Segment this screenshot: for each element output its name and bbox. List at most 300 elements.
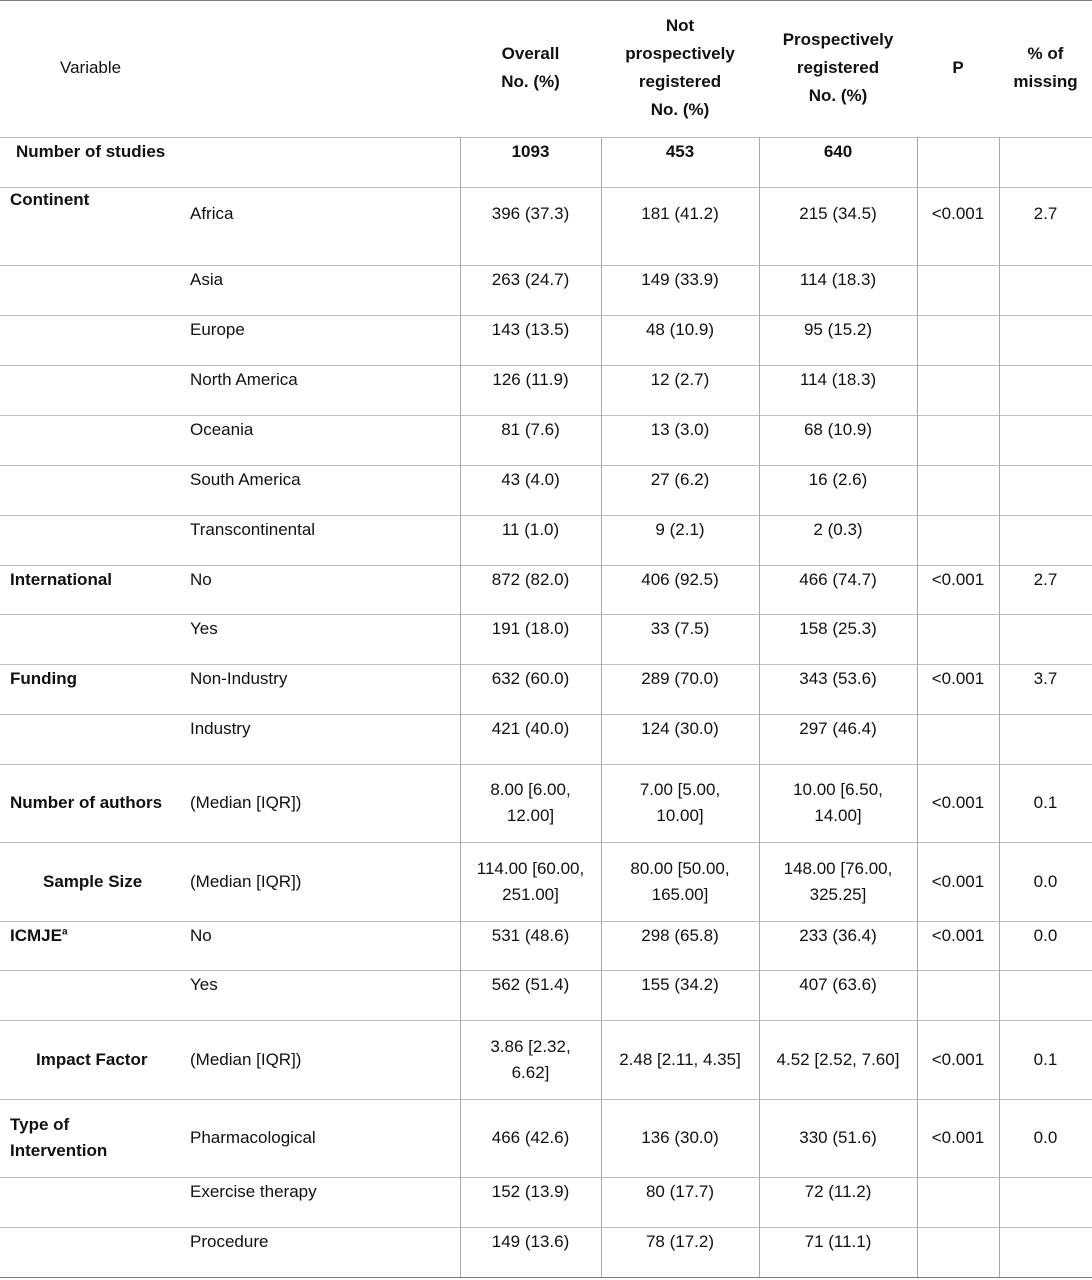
level-label-12 xyxy=(190,842,450,921)
header-not-prospective xyxy=(601,0,759,136)
column-divider xyxy=(759,714,760,764)
not-prospective-value-15-text: 2.48 [2.11, 4.35] xyxy=(619,1049,741,1069)
missing-value-0 xyxy=(999,187,1092,265)
level-label-13 xyxy=(190,921,450,970)
overall-value-0 xyxy=(460,187,601,265)
level-label-1-text: Asia xyxy=(190,270,224,289)
p-value-13 xyxy=(917,921,999,970)
column-divider xyxy=(460,614,461,664)
column-divider xyxy=(917,265,918,315)
overall-value-17-text: 152 (13.9) xyxy=(491,1182,570,1201)
missing-value-15-text: 0.1 xyxy=(1033,1049,1058,1069)
not-prospective-value-17 xyxy=(601,1177,759,1227)
not-prospective-value-14-text: 155 (34.2) xyxy=(641,975,719,994)
overall-value-15-text: 3.86 [2.32, 6.62] xyxy=(490,1036,571,1082)
column-divider xyxy=(759,315,760,365)
overall-value-7-text: 872 (82.0) xyxy=(491,570,570,589)
p-value-12-text: <0.001 xyxy=(931,871,985,891)
missing-value-6 xyxy=(999,515,1092,565)
group-label-15 xyxy=(36,1020,216,1099)
overall-value-11 xyxy=(460,764,601,842)
not-prospective-value-7-text: 406 (92.5) xyxy=(641,570,719,589)
group-label-11-text: Number of authors xyxy=(10,793,163,812)
overall-value-10-text: 421 (40.0) xyxy=(491,719,570,738)
column-divider xyxy=(759,764,760,842)
level-label-3 xyxy=(190,365,450,415)
column-divider xyxy=(759,515,760,565)
column-divider xyxy=(759,1020,760,1099)
column-divider xyxy=(759,187,760,265)
overall-value-8-text: 191 (18.0) xyxy=(491,619,570,638)
p-value-0-text: <0.001 xyxy=(931,204,985,223)
missing-value-8 xyxy=(999,614,1092,664)
column-divider xyxy=(917,664,918,714)
prospective-value-3 xyxy=(759,365,917,415)
p-value-17 xyxy=(917,1177,999,1227)
column-divider xyxy=(460,137,461,187)
column-divider xyxy=(999,1020,1000,1099)
column-divider xyxy=(917,515,918,565)
prospective-value-12-text: 148.00 [76.00, 325.25] xyxy=(783,858,893,904)
column-divider xyxy=(759,365,760,415)
prospective-value-4 xyxy=(759,415,917,465)
overall-value-5 xyxy=(460,465,601,515)
prospective-value-6-text: 2 (0.3) xyxy=(813,520,863,539)
not-prospective-value-10 xyxy=(601,714,759,764)
level-label-0-text: Africa xyxy=(190,204,234,223)
column-divider xyxy=(601,970,602,1020)
level-label-7 xyxy=(190,565,450,614)
level-label-15-text: (Median [IQR]) xyxy=(190,1049,302,1069)
missing-value-11-text: 0.1 xyxy=(1033,793,1058,812)
p-value-4 xyxy=(917,415,999,465)
column-divider xyxy=(999,714,1000,764)
prospective-value-2-text: 95 (15.2) xyxy=(803,320,873,339)
column-divider xyxy=(999,365,1000,415)
level-label-18 xyxy=(190,1227,450,1277)
level-label-18-text: Procedure xyxy=(190,1232,269,1251)
level-label-6-text: Transcontinental xyxy=(190,520,316,539)
overall-value-7 xyxy=(460,565,601,614)
not-prospective-value-0 xyxy=(601,187,759,265)
prospective-value-17 xyxy=(759,1177,917,1227)
column-divider xyxy=(460,714,461,764)
prospective-value-4-text: 68 (10.9) xyxy=(803,420,873,439)
header-overall xyxy=(460,0,601,136)
column-divider xyxy=(999,265,1000,315)
header-overall-text: Overall No. (%) xyxy=(501,44,560,91)
column-divider xyxy=(601,515,602,565)
prospective-value-14-text: 407 (63.6) xyxy=(799,975,877,994)
not-prospective-value-4 xyxy=(601,415,759,465)
column-divider xyxy=(759,137,760,187)
column-divider xyxy=(460,465,461,515)
column-divider xyxy=(999,137,1000,187)
overall-value-8 xyxy=(460,614,601,664)
overall-value-4-text: 81 (7.6) xyxy=(501,420,560,439)
missing-value-17 xyxy=(999,1177,1092,1227)
overall-value-14-text: 562 (51.4) xyxy=(491,975,570,994)
p-value-16-text: <0.001 xyxy=(931,1128,985,1147)
column-divider xyxy=(917,764,918,842)
prospective-value-9-text: 343 (53.6) xyxy=(799,669,877,688)
group-label-0-text: Continent xyxy=(10,190,90,209)
column-divider xyxy=(601,764,602,842)
level-label-9 xyxy=(190,664,450,714)
column-divider xyxy=(601,714,602,764)
prospective-value-17-text: 72 (11.2) xyxy=(804,1182,872,1201)
level-label-4-text: Oceania xyxy=(190,420,254,439)
missing-value-12 xyxy=(999,842,1092,921)
p-value-2 xyxy=(917,315,999,365)
column-divider xyxy=(601,842,602,921)
not-prospective-value-13 xyxy=(601,921,759,970)
prospective-value-15-text: 4.52 [2.52, 7.60] xyxy=(776,1049,900,1069)
column-divider xyxy=(917,614,918,664)
not-prospective-value-9 xyxy=(601,664,759,714)
not-prospective-value-1 xyxy=(601,265,759,315)
column-divider xyxy=(759,921,760,970)
not-prospective-value-3-text: 12 (2.7) xyxy=(650,370,710,389)
level-label-13-text: No xyxy=(190,926,212,945)
prospective-value-7-text: 466 (74.7) xyxy=(799,570,877,589)
header-not-prospective-text: Not prospectively registered No. (%) xyxy=(625,16,735,119)
not-prospective-value-15 xyxy=(601,1020,759,1099)
not-prospective-value-12-text: 80.00 [50.00, 165.00] xyxy=(630,858,730,904)
column-divider xyxy=(999,614,1000,664)
level-label-8-text: Yes xyxy=(190,619,218,638)
column-divider xyxy=(759,1099,760,1177)
p-value-13-text: <0.001 xyxy=(931,926,985,945)
not-prospective-value-9-text: 289 (70.0) xyxy=(641,669,719,688)
missing-value-7-text: 2.7 xyxy=(1033,570,1058,589)
column-divider xyxy=(917,1177,918,1227)
group-label-13 xyxy=(10,921,190,970)
level-label-16 xyxy=(190,1099,450,1177)
header-missing xyxy=(999,0,1092,136)
not-prospective-value-16 xyxy=(601,1099,759,1177)
column-divider xyxy=(601,1177,602,1227)
column-divider xyxy=(917,137,918,187)
p-value-0 xyxy=(917,187,999,265)
column-divider xyxy=(917,415,918,465)
missing-value-16 xyxy=(999,1099,1092,1177)
column-divider xyxy=(917,187,918,265)
group-label-7-text: International xyxy=(10,570,113,589)
missing-value-3 xyxy=(999,365,1092,415)
overall-value-1-text: 263 (24.7) xyxy=(491,270,570,289)
column-divider xyxy=(759,970,760,1020)
overall-value-12 xyxy=(460,842,601,921)
level-label-1 xyxy=(190,265,450,315)
column-divider xyxy=(999,515,1000,565)
not-prospective-value-18 xyxy=(601,1227,759,1277)
prospective-value-3-text: 114 (18.3) xyxy=(799,370,877,389)
missing-value-11 xyxy=(999,764,1092,842)
prospective-value-6 xyxy=(759,515,917,565)
column-divider xyxy=(917,842,918,921)
level-label-11-text: (Median [IQR]) xyxy=(190,793,302,812)
overall-value-14 xyxy=(460,970,601,1020)
missing-value-12-text: 0.0 xyxy=(1033,871,1058,891)
not-prospective-value-11 xyxy=(601,764,759,842)
column-divider xyxy=(759,565,760,614)
overall-value-0-text: 396 (37.3) xyxy=(491,204,570,223)
p-value-5 xyxy=(917,465,999,515)
level-label-17 xyxy=(190,1177,450,1227)
p-value-11-text: <0.001 xyxy=(931,793,985,812)
p-value-10 xyxy=(917,714,999,764)
column-divider xyxy=(999,187,1000,265)
column-divider xyxy=(460,187,461,265)
not-prospective-value-0-text: 181 (41.2) xyxy=(641,204,719,223)
level-label-12-text: (Median [IQR]) xyxy=(190,871,302,891)
column-divider xyxy=(917,1099,918,1177)
prospective-value-18-text: 71 (11.1) xyxy=(804,1232,872,1251)
missing-value-14 xyxy=(999,970,1092,1020)
not-prospective-value-2-text: 48 (10.9) xyxy=(645,320,715,339)
not-prospective-value-13-text: 298 (65.8) xyxy=(641,926,719,945)
column-divider xyxy=(759,265,760,315)
column-divider xyxy=(917,921,918,970)
column-divider xyxy=(917,970,918,1020)
overall-value-13 xyxy=(460,921,601,970)
not-prospective-value-11-text: 7.00 [5.00, 10.00] xyxy=(639,780,721,825)
column-divider xyxy=(917,714,918,764)
overall-value-11-text: 8.00 [6.00, 12.00] xyxy=(490,780,571,825)
column-divider xyxy=(601,1020,602,1099)
missing-value-16-text: 0.0 xyxy=(1033,1128,1058,1147)
prospective-value-0 xyxy=(759,187,917,265)
missing-value-15 xyxy=(999,1020,1092,1099)
p-value-7 xyxy=(917,565,999,614)
column-divider xyxy=(999,664,1000,714)
p-value-18 xyxy=(917,1227,999,1277)
prospective-value-2 xyxy=(759,315,917,365)
column-divider xyxy=(917,1227,918,1277)
overall-value-17 xyxy=(460,1177,601,1227)
column-divider xyxy=(460,842,461,921)
column-divider xyxy=(601,614,602,664)
header-missing-text: % of missing xyxy=(1013,44,1078,91)
studies-overall-text: 1093 xyxy=(511,142,550,161)
header-variable-text: Variable xyxy=(60,58,122,77)
p-value-9-text: <0.001 xyxy=(931,669,985,688)
prospective-value-7 xyxy=(759,565,917,614)
group-label-7 xyxy=(10,565,190,614)
overall-value-2-text: 143 (13.5) xyxy=(491,320,570,339)
overall-value-5-text: 43 (4.0) xyxy=(501,470,560,489)
column-divider xyxy=(460,921,461,970)
p-value-14 xyxy=(917,970,999,1020)
missing-value-7 xyxy=(999,565,1092,614)
column-divider xyxy=(999,842,1000,921)
column-divider xyxy=(999,1227,1000,1277)
column-divider xyxy=(999,1177,1000,1227)
prospective-value-14 xyxy=(759,970,917,1020)
prospective-value-16-text: 330 (51.6) xyxy=(799,1128,877,1147)
not-prospective-value-6-text: 9 (2.1) xyxy=(655,520,705,539)
column-divider xyxy=(460,1227,461,1277)
p-value-16 xyxy=(917,1099,999,1177)
column-divider xyxy=(999,415,1000,465)
group-label-13-superscript: a xyxy=(61,926,68,938)
group-label-0 xyxy=(10,187,190,265)
column-divider xyxy=(460,1020,461,1099)
group-label-16-text: Type of Intervention xyxy=(10,1115,108,1160)
level-label-10-text: Industry xyxy=(190,719,251,738)
overall-value-13-text: 531 (48.6) xyxy=(491,926,570,945)
level-label-3-text: North America xyxy=(190,370,298,389)
column-divider xyxy=(759,465,760,515)
column-divider xyxy=(759,415,760,465)
not-prospective-value-5 xyxy=(601,465,759,515)
missing-value-9-text: 3.7 xyxy=(1033,669,1058,688)
column-divider xyxy=(999,565,1000,614)
column-divider xyxy=(601,137,602,187)
column-divider xyxy=(601,187,602,265)
p-value-1 xyxy=(917,265,999,315)
studies-not-prospective-text: 453 xyxy=(665,142,695,161)
prospective-value-10 xyxy=(759,714,917,764)
prospective-value-9 xyxy=(759,664,917,714)
prospective-value-15 xyxy=(759,1020,917,1099)
not-prospective-value-17-text: 80 (17.7) xyxy=(645,1182,715,1201)
missing-value-13-text: 0.0 xyxy=(1033,926,1058,945)
level-label-2-text: Europe xyxy=(190,320,245,339)
not-prospective-value-5-text: 27 (6.2) xyxy=(650,470,710,489)
missing-value-9 xyxy=(999,664,1092,714)
overall-value-9 xyxy=(460,664,601,714)
overall-value-10 xyxy=(460,714,601,764)
column-divider xyxy=(917,465,918,515)
column-divider xyxy=(999,315,1000,365)
level-label-5 xyxy=(190,465,450,515)
overall-value-16-text: 466 (42.6) xyxy=(491,1128,570,1147)
group-label-15-text: Impact Factor xyxy=(36,1049,148,1069)
not-prospective-value-3 xyxy=(601,365,759,415)
level-label-8 xyxy=(190,614,450,664)
level-label-7-text: No xyxy=(190,570,212,589)
p-value-6 xyxy=(917,515,999,565)
column-divider xyxy=(460,565,461,614)
header-p-text: P xyxy=(952,58,964,77)
missing-value-1 xyxy=(999,265,1092,315)
level-label-16-text: Pharmacological xyxy=(190,1128,316,1147)
column-divider xyxy=(460,365,461,415)
header-p xyxy=(917,0,999,136)
prospective-value-16 xyxy=(759,1099,917,1177)
not-prospective-value-18-text: 78 (17.2) xyxy=(645,1232,715,1251)
header-prospective xyxy=(759,0,917,136)
column-divider xyxy=(759,1227,760,1277)
column-divider xyxy=(460,1177,461,1227)
prospective-value-1 xyxy=(759,265,917,315)
column-divider xyxy=(601,365,602,415)
overall-value-1 xyxy=(460,265,601,315)
column-divider xyxy=(460,1099,461,1177)
prospective-value-13 xyxy=(759,921,917,970)
column-divider xyxy=(601,265,602,315)
column-divider xyxy=(601,1099,602,1177)
column-divider xyxy=(460,265,461,315)
prospective-value-1-text: 114 (18.3) xyxy=(799,270,877,289)
prospective-value-8-text: 158 (25.3) xyxy=(799,619,877,638)
level-label-11 xyxy=(190,764,450,842)
not-prospective-value-8 xyxy=(601,614,759,664)
level-label-9-text: Non-Industry xyxy=(190,669,288,688)
not-prospective-value-8-text: 33 (7.5) xyxy=(650,619,710,638)
level-label-10 xyxy=(190,714,450,764)
p-value-11 xyxy=(917,764,999,842)
column-divider xyxy=(999,1099,1000,1177)
missing-value-10 xyxy=(999,714,1092,764)
overall-value-6 xyxy=(460,515,601,565)
column-divider xyxy=(999,970,1000,1020)
prospective-value-8 xyxy=(759,614,917,664)
p-value-8 xyxy=(917,614,999,664)
column-divider xyxy=(601,921,602,970)
column-divider xyxy=(601,415,602,465)
prospective-value-5 xyxy=(759,465,917,515)
overall-value-12-text: 114.00 [60.00, 251.00] xyxy=(476,858,585,904)
column-divider xyxy=(917,565,918,614)
column-divider xyxy=(917,1020,918,1099)
p-value-7-text: <0.001 xyxy=(931,570,985,589)
column-divider xyxy=(917,365,918,415)
column-divider xyxy=(759,842,760,921)
not-prospective-value-4-text: 13 (3.0) xyxy=(650,420,710,439)
level-label-14 xyxy=(190,970,450,1020)
column-divider xyxy=(917,315,918,365)
studies-not-prospective xyxy=(601,137,759,187)
column-divider xyxy=(601,465,602,515)
studies-label-text: Number of studies xyxy=(16,142,166,161)
prospective-value-13-text: 233 (36.4) xyxy=(799,926,877,945)
group-label-12-text: Sample Size xyxy=(43,871,143,891)
overall-value-4 xyxy=(460,415,601,465)
missing-value-13 xyxy=(999,921,1092,970)
prospective-value-0-text: 215 (34.5) xyxy=(799,204,877,223)
overall-value-9-text: 632 (60.0) xyxy=(491,669,570,688)
missing-value-0-text: 2.7 xyxy=(1033,204,1058,223)
column-divider xyxy=(460,764,461,842)
level-label-0 xyxy=(190,187,450,265)
not-prospective-value-10-text: 124 (30.0) xyxy=(641,719,719,738)
not-prospective-value-6 xyxy=(601,515,759,565)
missing-value-2 xyxy=(999,315,1092,365)
overall-value-2 xyxy=(460,315,601,365)
group-label-13-text: ICMJE$^a$ xyxy=(10,926,68,945)
not-prospective-value-12 xyxy=(601,842,759,921)
column-divider xyxy=(460,664,461,714)
column-divider xyxy=(601,1227,602,1277)
column-divider xyxy=(759,614,760,664)
not-prospective-value-2 xyxy=(601,315,759,365)
studies-overall xyxy=(460,137,601,187)
not-prospective-value-14 xyxy=(601,970,759,1020)
not-prospective-value-1-text: 149 (33.9) xyxy=(641,270,719,289)
studies-prospective-text: 640 xyxy=(823,142,853,161)
prospective-value-11-text: 10.00 [6.50, 14.00] xyxy=(793,780,883,825)
missing-value-18 xyxy=(999,1227,1092,1277)
missing-value-5 xyxy=(999,465,1092,515)
column-divider xyxy=(999,921,1000,970)
missing-value-4 xyxy=(999,415,1092,465)
column-divider xyxy=(601,315,602,365)
prospective-value-10-text: 297 (46.4) xyxy=(799,719,877,738)
prospective-value-5-text: 16 (2.6) xyxy=(808,470,868,489)
